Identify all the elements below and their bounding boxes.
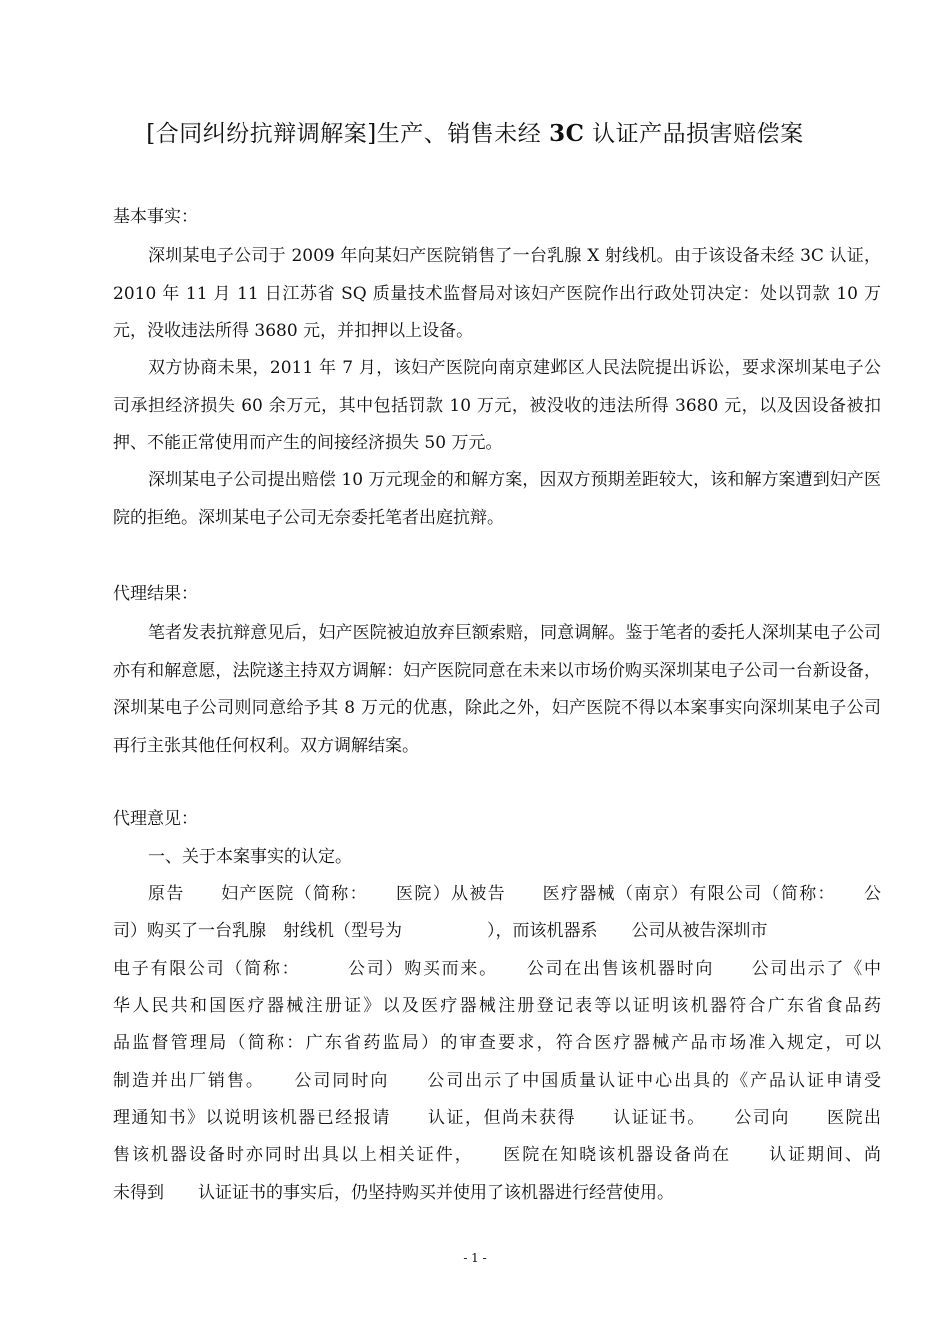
opinion-line: 品监督管理局（简称：广东省药监局）的审查要求，符合医疗器械产品市场准入规定，可以 — [113, 1033, 881, 1053]
result-heading: 代理结果： — [113, 584, 198, 604]
opinion-line: 电子有限公司（简称： 公司）购买而来。 公司在出售该机器时向 公司出示了《中 — [113, 959, 881, 979]
title-bold: 3C — [549, 120, 585, 147]
result-paragraph-1: 笔者发表抗辩意见后，妇产医院被迫放弃巨额索赔，同意调解。鉴于笔者的委托人深圳某电子公司亦有和解意愿，法院遂主持双方调解：妇产医院同意在未来以市场价购买深圳某电子公司一台新设备，深圳某电子公司则同意给予其 8 万元的优惠，除此之外，妇产医院不得以本案事实向深圳某电子公司再行主张其他任何权利。双方调解结案。 — [113, 623, 881, 756]
opinion-line: 理通知书》以说明该机器已经报请 认证，但尚未获得 认证证书。 公司向 医院出 — [113, 1108, 881, 1128]
facts-paragraph-1: 深圳某电子公司于 2009 年向某妇产医院销售了一台乳腺 X 射线机。由于该设备未经 3C 认证，2010 年 11 月 11 日江苏省 SQ 质量技术监督局对该妇产医院作出行政处罚决定：处以罚款 10 万元，没收违法所得 3680 元，并扣押以上设备。 — [113, 246, 881, 341]
title-suffix: 认证产品损害赔偿案 — [584, 121, 804, 147]
title-prefix: [合同纠纷抗辩调解案]生产、销售未经 — [146, 121, 550, 147]
facts-paragraph-2: 双方协商未果，2011 年 7 月，该妇产医院向南京建邺区人民法院提出诉讼，要求深圳某电子公司承担经济损失 60 余万元，其中包括罚款 10 万元，被没收的违法所得 3680 元，以及因设备被扣押、不能正常使用而产生的间接经济损失 50 万元。 — [113, 358, 881, 453]
opinion-line: 原告 妇产医院（简称： 医院）从被告 医疗器械（南京）有限公司（简称： 公 — [148, 884, 881, 904]
opinion-item-1: 一、关于本案事实的认定。 — [148, 847, 352, 867]
opinion-heading: 代理意见： — [113, 809, 198, 829]
page-number: - 1 - — [463, 1251, 487, 1265]
facts-heading: 基本事实： — [113, 207, 198, 227]
document-title — [60, 118, 890, 150]
opinion-line: 华人民共和国医疗器械注册证》以及医疗器械注册登记表等以证明该机器符合广东省食品药 — [113, 996, 881, 1016]
opinion-line: 售该机器设备时亦同时出具以上相关证件， 医院在知晓该机器设备尚在 认证期间、尚 — [113, 1145, 881, 1165]
opinion-line: 制造并出厂销售。 公司同时向 公司出示了中国质量认证中心出具的《产品认证申请受 — [113, 1071, 881, 1091]
facts-paragraph-3: 深圳某电子公司提出赔偿 10 万元现金的和解方案，因双方预期差距较大，该和解方案遭到妇产医院的拒绝。深圳某电子公司无奈委托笔者出庭抗辩。 — [113, 470, 881, 528]
opinion-line: 司）购买了一台乳腺 射线机（型号为 ），而该机器系 公司从被告深圳市 — [113, 921, 768, 941]
opinion-line: 未得到 认证证书的事实后，仍坚持购买并使用了该机器进行经营使用。 — [113, 1183, 674, 1203]
